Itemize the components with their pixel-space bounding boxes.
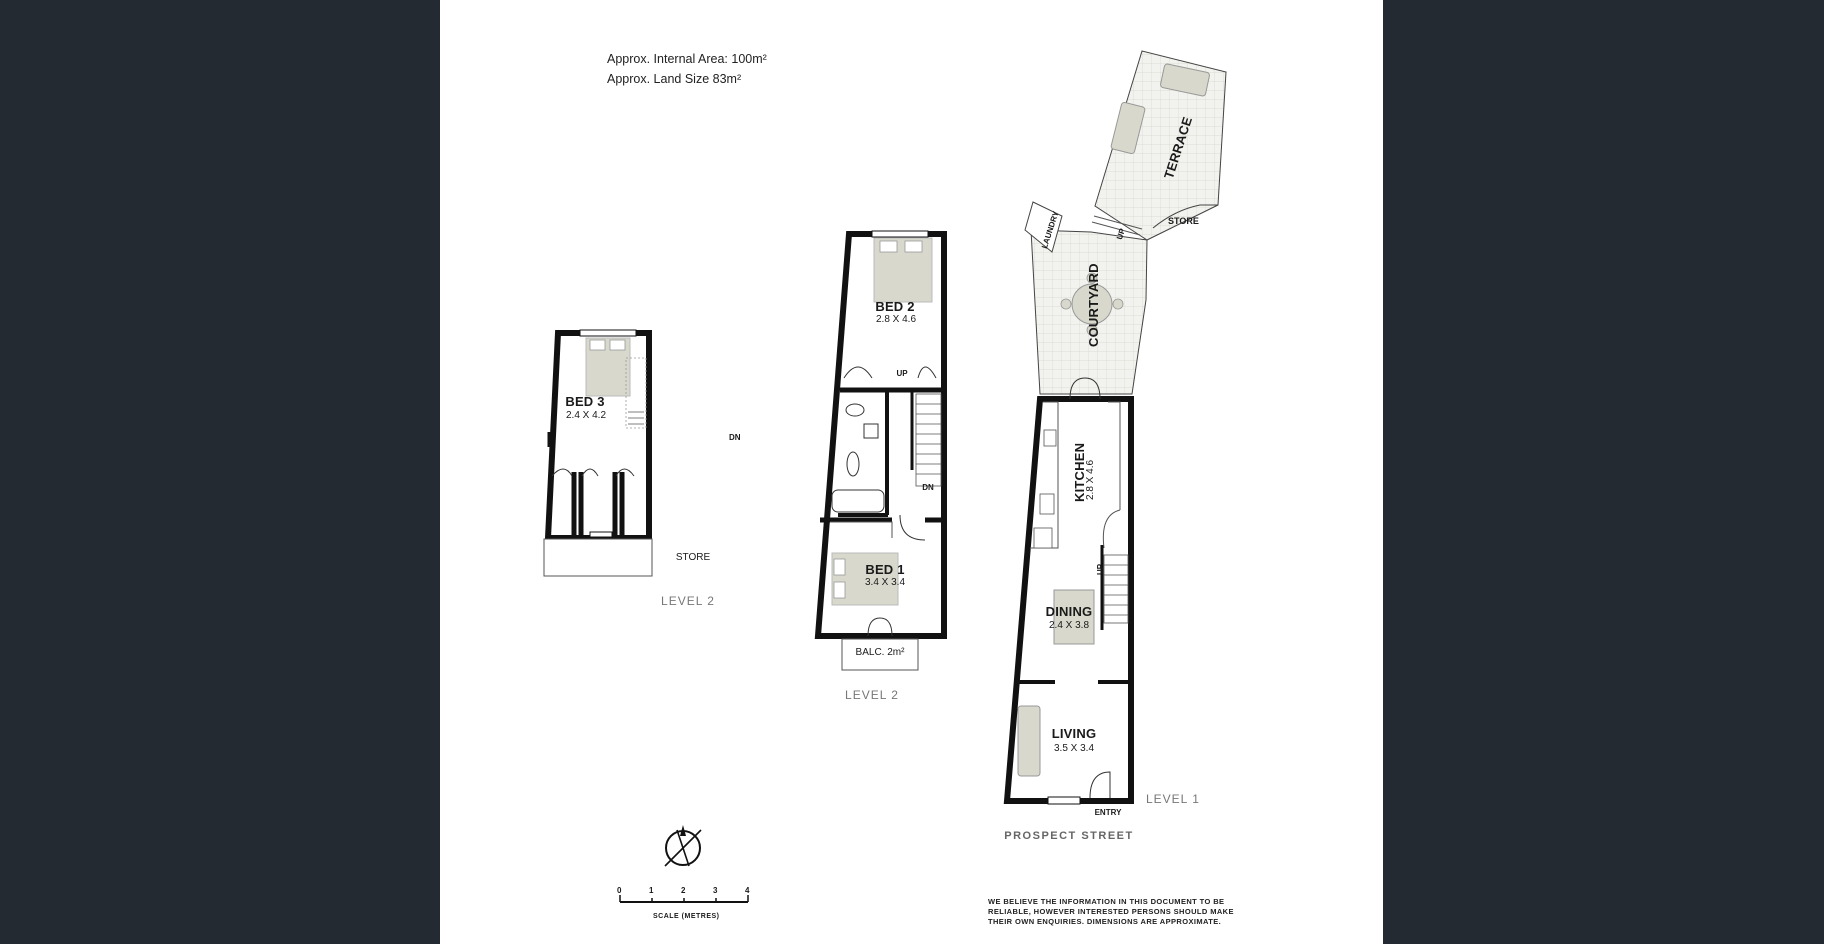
terrace-label: TERRACE bbox=[1161, 114, 1196, 181]
disclaimer: WE BELIEVE THE INFORMATION IN THIS DOCUMENT TO BE RELIABLE, HOWEVER INTERESTED PERSONS SHOULD MAKE THEIR OWN ENQUIRIES. DIMENSIONS ARE APPROXIMATE. bbox=[988, 897, 1234, 926]
scale-tick-0: 0 bbox=[617, 886, 622, 895]
level2-up-label: UP bbox=[896, 369, 908, 378]
level2-middle-plan bbox=[818, 231, 944, 670]
courtyard-chair-e bbox=[1113, 299, 1123, 309]
scale-caption: SCALE (METRES) bbox=[653, 913, 720, 920]
bed3-dimensions: 2.4 X 4.2 bbox=[565, 410, 607, 421]
living-label: LIVING bbox=[1051, 726, 1097, 741]
kitchen-label: KITCHEN bbox=[1072, 442, 1087, 502]
level1-plan bbox=[1007, 51, 1226, 804]
dining-label: DINING bbox=[1045, 604, 1093, 619]
level2-left-plan bbox=[544, 330, 652, 576]
basin bbox=[846, 404, 864, 416]
entry-label: ENTRY bbox=[1094, 808, 1122, 817]
courtyard-label: COURTYARD bbox=[1086, 263, 1101, 347]
bed2-pillow-1 bbox=[880, 241, 897, 252]
scale-bar bbox=[620, 895, 748, 902]
bed1-pillow-2 bbox=[834, 582, 845, 598]
scale-tick-1: 1 bbox=[649, 886, 654, 895]
store-box bbox=[544, 539, 652, 576]
land-size: Approx. Land Size 83m² bbox=[607, 72, 742, 86]
level1-caption: LEVEL 1 bbox=[1146, 792, 1200, 806]
internal-area: Approx. Internal Area: 100m² bbox=[607, 52, 767, 66]
cistern bbox=[864, 424, 878, 438]
front-window bbox=[1048, 797, 1080, 804]
bed2-pillow-2 bbox=[905, 241, 922, 252]
scale-tick-3: 3 bbox=[713, 886, 718, 895]
street-name: PROSPECT STREET bbox=[1004, 830, 1134, 842]
bed2-label: BED 2 bbox=[875, 299, 915, 314]
level2-left-caption: LEVEL 2 bbox=[661, 594, 715, 608]
compass-icon bbox=[665, 825, 701, 866]
scale-tick-2: 2 bbox=[681, 886, 686, 895]
courtyard-chair-w bbox=[1061, 299, 1071, 309]
store-label-level2: STORE bbox=[675, 552, 711, 563]
bed1-label: BED 1 bbox=[865, 562, 905, 577]
level2-middle-caption: LEVEL 2 bbox=[845, 688, 899, 702]
living-dimensions: 3.5 X 3.4 bbox=[1053, 743, 1095, 754]
bed1-pillow-1 bbox=[834, 559, 845, 575]
bed3-pillow-2 bbox=[610, 340, 625, 350]
bed2-dimensions: 2.8 X 4.6 bbox=[875, 314, 917, 325]
bed3-lower-window bbox=[590, 532, 612, 537]
dining-dimensions: 2.4 X 3.8 bbox=[1048, 620, 1090, 631]
bed3-window bbox=[580, 330, 636, 336]
laundry-label: LAUNDRY bbox=[1040, 210, 1061, 250]
bed3-pillow-1 bbox=[590, 340, 605, 350]
bed2-window bbox=[872, 231, 928, 237]
cooktop bbox=[1040, 494, 1054, 514]
bed1-dimensions: 3.4 X 3.4 bbox=[864, 577, 906, 588]
living-sofa bbox=[1018, 706, 1040, 776]
bed3-label: BED 3 bbox=[565, 394, 605, 409]
fridge bbox=[1034, 528, 1052, 548]
level2-dn-label: DN bbox=[922, 483, 934, 492]
bath bbox=[832, 490, 884, 512]
toilet bbox=[847, 452, 859, 476]
floor-plan-drawing bbox=[440, 0, 1383, 944]
bed3-dn-label: DN bbox=[729, 433, 741, 442]
terrace-store-label: STORE bbox=[1168, 216, 1199, 226]
area-summary bbox=[607, 49, 767, 89]
scale-tick-4: 4 bbox=[745, 886, 750, 895]
kitchen-dimensions: 2.8 X 4.6 bbox=[1085, 459, 1096, 500]
sink bbox=[1044, 430, 1056, 446]
floor-plan-sheet bbox=[440, 0, 1383, 944]
courtyard-up-label: UP bbox=[1115, 227, 1127, 241]
balcony-label: BALC. 2m² bbox=[855, 647, 905, 658]
level1-up-label: UP bbox=[1096, 563, 1105, 575]
